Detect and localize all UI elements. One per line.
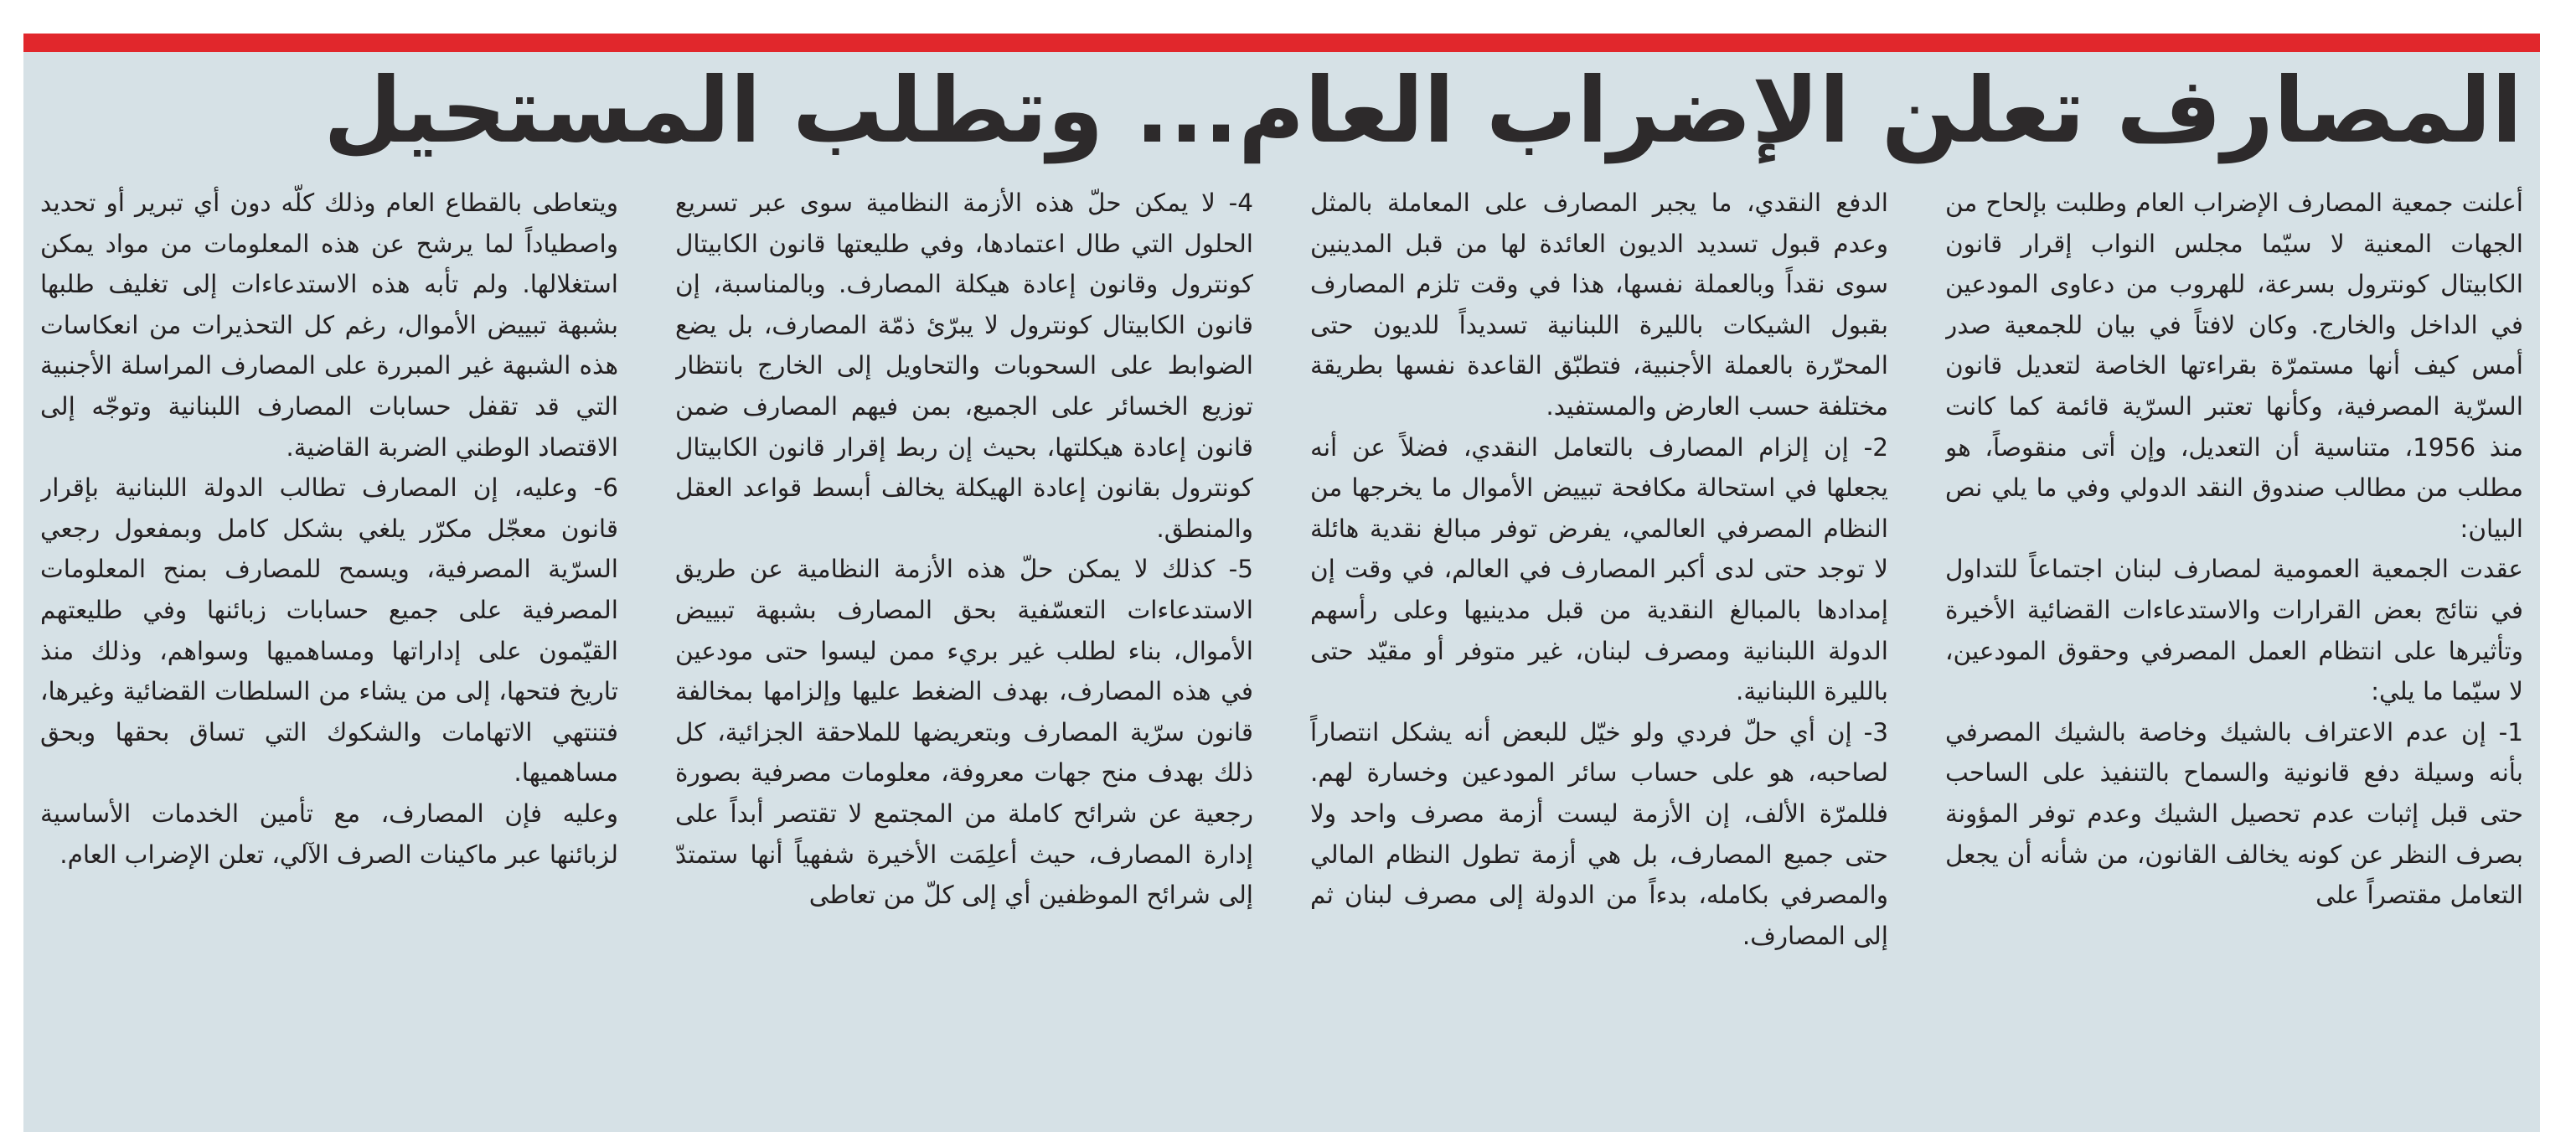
- article-column-3: [675, 183, 1253, 1113]
- article-column-2: [1310, 183, 1888, 1113]
- paragraph: ويتعاطى بالقطاع العام وذلك كلّه دون أي تبرير أو تحديد واصطياداً لما يرشح عن هذه المعلومات من مواد يمكن استغلالها. ولم تأبه هذه الاستدعاءات إلى تغليف طلبها بشبهة تبييض الأموال، رغم كل التحذيرات من انعكاسات هذه الشبهة غير المبررة على المصارف المراسلة الأجنبية التي قد تقفل حسابات المصارف اللبنانية وتوجّه إلى الاقتصاد الوطني الضربة القاضية.: [40, 189, 618, 462]
- paragraph: عقدت الجمعية العمومية لمصارف لبنان اجتماعاً للتداول في نتائج بعض القرارات والاستدعاءات القضائية الأخيرة وتأثيرها على انتظام العمل المصرفي وحقوق المودعين، لا سيّما ما يلي:: [1945, 555, 2523, 706]
- paragraph: 2- إن إلزام المصارف بالتعامل النقدي، فضلاً عن أنه يجعلها في استحالة مكافحة تبييض الأموال ما يخرجها من النظام المصرفي العالمي، يفرض توفر مبالغ نقدية هائلة لا توجد حتى لدى أكبر المصارف في العالم، في وقت إن إمدادها بالمبالغ النقدية من قبل مدينيها وعلى رأسهم الدولة اللبنانية ومصرف لبنان، غير متوفر أو مقيّد حتى بالليرة اللبنانية.: [1310, 432, 1888, 706]
- paragraph: 3- إن أي حلّ فردي ولو خيّل للبعض أنه يشكل انتصاراً لصاحبه، هو على حساب سائر المودعين وخسارة لهم. فللمرّة الألف، إن الأزمة ليست أزمة مصرف واحد ولا حتى جميع المصارف، بل هي أزمة تطول النظام المالي والمصرفي بكامله، بدءاً من الدولة إلى مصرف لبنان ثم إلى المصارف.: [1310, 717, 1888, 950]
- headline: المصارف تعلن الإضراب العام... وتطلب المستحيل: [323, 59, 2522, 163]
- article-column-1: [1945, 183, 2523, 1113]
- paragraph: 1- إن عدم الاعتراف بالشيك وخاصة بالشيك المصرفي بأنه وسيلة دفع قانونية والسماح بالتنفيذ على الساحب حتى قبل إثبات عدم تحصيل الشيك وعدم توفر المؤونة بصرف النظر عن كونه يخالف القانون، من شأنه أن يجعل التعامل مقتصراً على: [1945, 717, 2523, 910]
- paragraph: وعليه فإن المصارف، مع تأمين الخدمات الأساسية لزبائنها عبر ماكينات الصرف الآلي، تعلن الإضراب العام.: [40, 798, 618, 869]
- article-column-4: [40, 183, 618, 1113]
- paragraph: الدفع النقدي، ما يجبر المصارف على المعاملة بالمثل وعدم قبول تسديد الديون العائدة لها من قبل المدينين سوى نقداً وبالعملة نفسها، هذا في وقت تلزم المصارف بقبول الشيكات بالليرة اللبنانية تسديداً للديون حتى المحرّرة بالعملة الأجنبية، فتطبّق القاعدة نفسها بطريقة مختلفة حسب العارض والمستفيد.: [1310, 189, 1888, 421]
- paragraph: 6- وعليه، إن المصارف تطالب الدولة اللبنانية بإقرار قانون معجّل مكرّر يلغي بشكل كامل وبمفعول رجعي السرّية المصرفية، ويسمح للمصارف بمنح المعلومات المصرفية على جميع حسابات زبائنها وفي طليعتهم القيّمون على إداراتها ومساهميها وسواهم، وذلك منذ تاريخ فتحها، إلى من يشاء من السلطات القضائية وغيرها، فتنتهي الاتهامات والشكوك التي تساق بحقها وبحق مساهميها.: [40, 473, 618, 788]
- paragraph: 4- لا يمكن حلّ هذه الأزمة النظامية سوى عبر تسريع الحلول التي طال اعتمادها، وفي طليعتها قانون الكابيتال كونترول وقانون إعادة هيكلة المصارف. وبالمناسبة، إن قانون الكابيتال كونترول لا يبرّئ ذمّة المصارف، بل يضع الضوابط على السحوبات والتحاويل إلى الخارج بانتظار توزيع الخسائر على الجميع، بمن فيهم المصارف ضمن قانون إعادة هيكلتها، بحيث إن ربط إقرار قانون الكابيتال كونترول بقانون إعادة الهيكلة يخالف أبسط قواعد العقل والمنطق.: [675, 189, 1253, 543]
- paragraph: 5- كذلك لا يمكن حلّ هذه الأزمة النظامية عن طريق الاستدعاءات التعسّفية بحق المصارف بشبهة تبييض الأموال، بناء لطلب غير بريء ممن ليسوا حتى مودعين في هذه المصارف، بهدف الضغط عليها وإلزامها بمخالفة قانون سرّية المصارف وبتعريضها للملاحقة الجزائية، كل ذلك بهدف منح جهات معروفة، معلومات مصرفية بصورة رجعية عن شرائح كاملة من المجتمع لا تقتصر أبداً على إدارة المصارف، حيث أعلِمَت الأخيرة شفهياً أنها ستمتدّ إلى شرائح الموظفين أي إلى كلّ من تعاطى: [675, 555, 1253, 910]
- paragraph: أعلنت جمعية المصارف الإضراب العام وطلبت بإلحاح من الجهات المعنية لا سيّما مجلس النواب إقرار قانون الكابيتال كونترول بسرعة، للهروب من دعاوى المودعين في الداخل والخارج. وكان لافتاً في بيان للجمعية صدر أمس كيف أنها مستمرّة بقراءتها الخاصة لتعديل قانون السرّية المصرفية، وكأنها تعتبر السرّية قائمة كما كانت منذ 1956، متناسية أن التعديل، وإن أتى منقوصاً، هو مطلب من مطالب صندوق النقد الدولي وفي ما يلي نص البيان:: [1945, 189, 2523, 543]
